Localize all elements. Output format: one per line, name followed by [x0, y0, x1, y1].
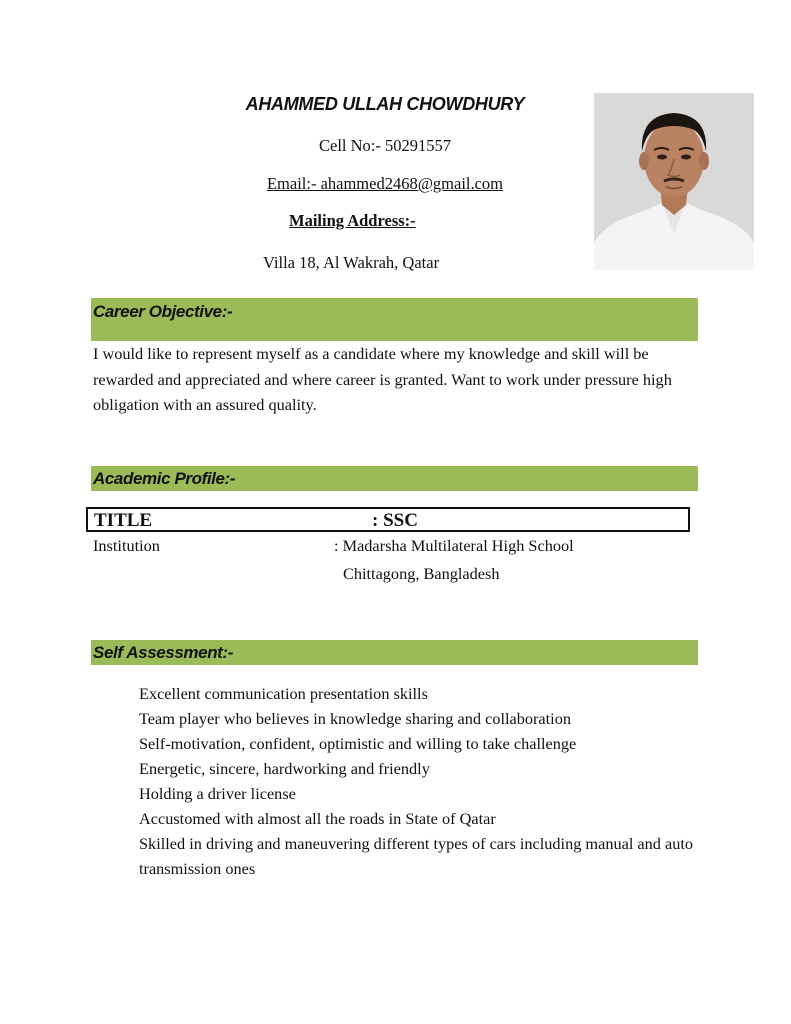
mailing-address-label: Mailing Address:- — [289, 211, 416, 230]
list-item: Accustomed with almost all the roads in State of Qatar — [139, 809, 496, 828]
degree-title-box — [86, 507, 690, 532]
candidate-name: AHAMMED ULLAH CHOWDHURY — [245, 94, 525, 114]
institution-label: Institution — [93, 536, 160, 555]
list-item: Team player who believes in knowledge sharing and collaboration — [139, 709, 571, 728]
profile-photo — [594, 93, 754, 270]
career-objective-text: I would like to represent myself as a candidate where my knowledge and skill will be rewarded and appreciated and where career is granted. Want to work under pressure high obligation with an assured quality. — [93, 344, 672, 414]
email-address: Email:- ahammed2468@gmail.com — [266, 174, 504, 193]
institution-location: Chittagong, Bangladesh — [343, 564, 500, 583]
institution-name: : Madarsha Multilateral High School — [334, 536, 574, 555]
cell-number: Cell No:- 50291557 — [319, 136, 451, 155]
list-item: Self-motivation, confident, optimistic and willing to take challenge — [139, 734, 577, 753]
self-assessment-list — [139, 681, 699, 881]
list-item: Skilled in driving and maneuvering different types of cars including manual and auto transmission ones — [139, 834, 694, 878]
list-item: Holding a driver license — [139, 784, 296, 803]
self-assessment-heading: Self Assessment:- — [91, 640, 698, 665]
title-value: : SSC — [372, 510, 418, 531]
person-portrait-icon — [594, 93, 754, 270]
list-item: Energetic, sincere, hardworking and friendly — [139, 759, 430, 778]
academic-profile-heading: Academic Profile:- — [91, 466, 698, 491]
list-item: Excellent communication presentation skills — [139, 684, 428, 703]
mailing-address: Villa 18, Al Wakrah, Qatar — [263, 253, 440, 272]
title-label: TITLE — [94, 510, 153, 531]
career-objective-heading: Career Objective:- — [91, 298, 698, 341]
